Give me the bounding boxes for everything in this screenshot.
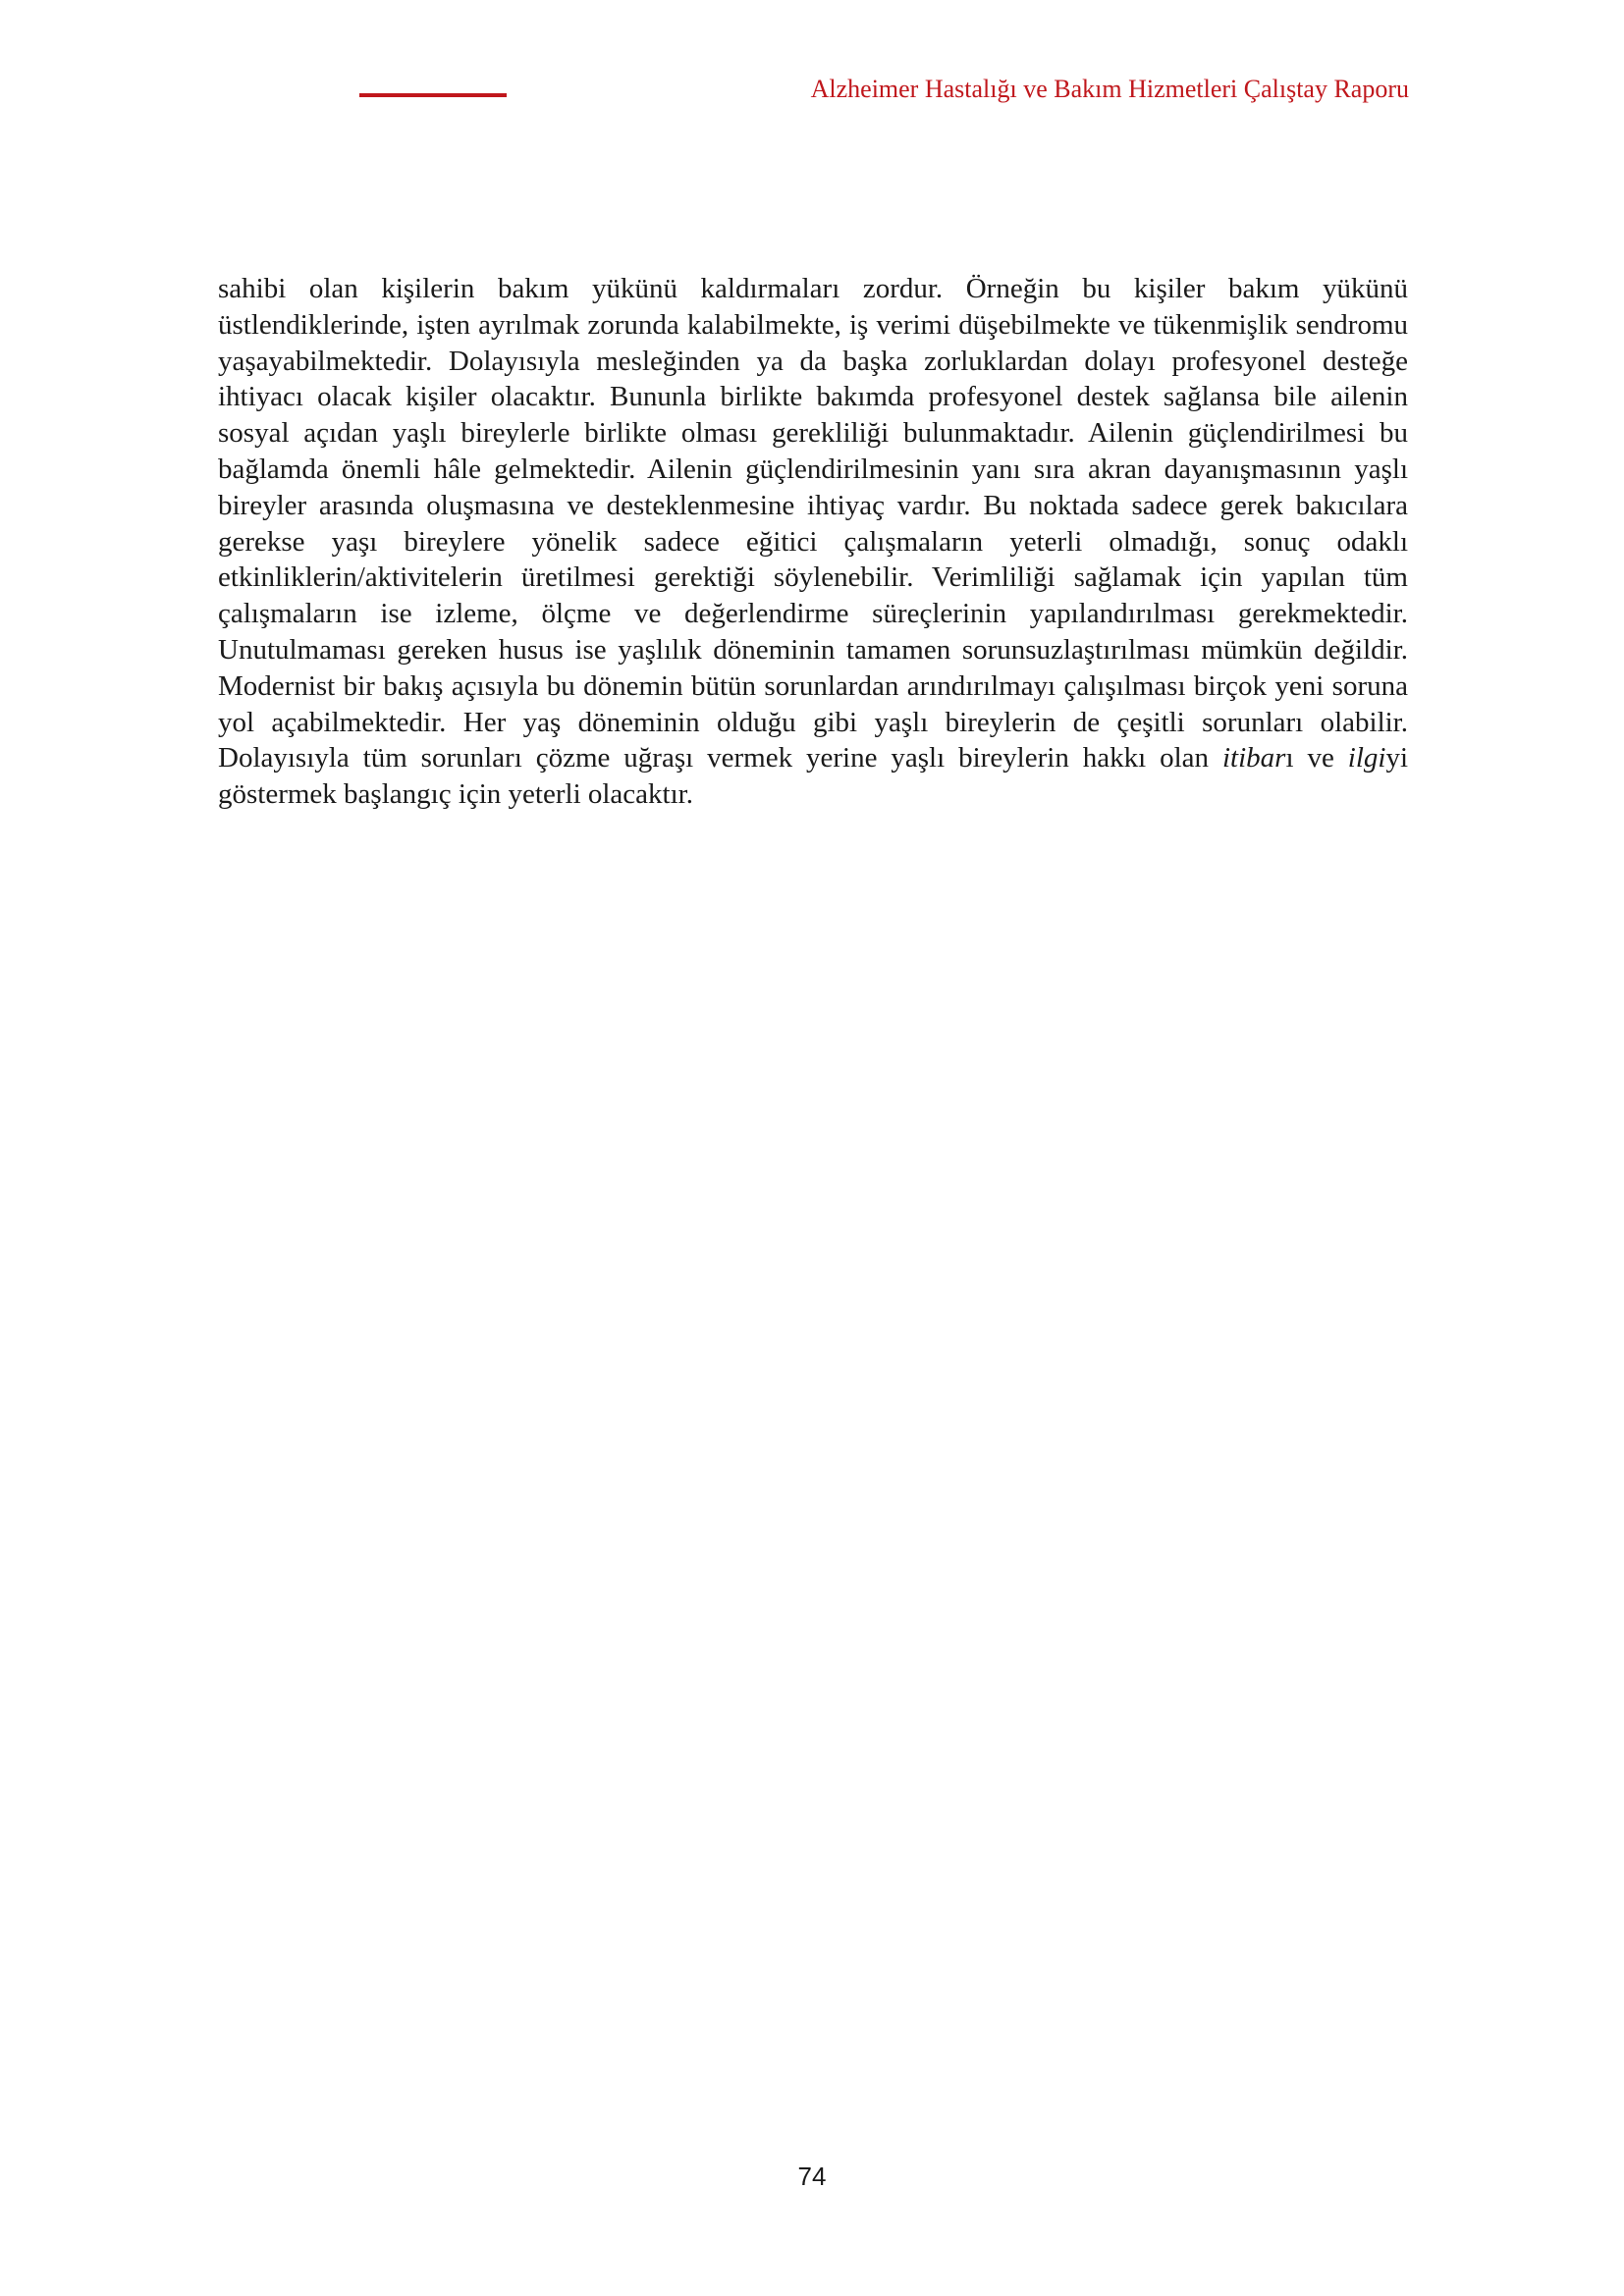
emphasis-ilgi: ilgi: [1347, 742, 1386, 774]
emphasis-itibar: itibar: [1222, 742, 1286, 774]
paragraph-mid-text: ı ve: [1285, 742, 1348, 774]
paragraph-main-text: sahibi olan kişilerin bakım yükünü kaldırmaları zordur. Örneğin bu kişiler bakım yükünü üstlendiklerinde, işten ayrılmak zorunda kalabilmekte, iş verimi düşebilmekte ve tükenmişlik sendromu yaşayabilmektedir. Dolayısıyla mesleğinden ya da başka zorluklardan dolayı profesyonel desteğe ihtiyacı olacak kişiler olacaktır. Bununla birlikte bakımda profesyonel destek sağlansa bile ailenin sosyal açıdan yaşlı bireylerle birlikte olması gerekliliği bulunmaktadır. Ailenin güçlendirilmesi bu bağlamda önemli hâle gelmektedir. Ailenin güçlendirilmesinin yanı sıra akran dayanışmasının yaşlı bireyler arasında oluşmasına ve desteklenmesine ihtiyaç vardır. Bu noktada sadece gerek bakıcılara gerekse yaşı bireylere yönelik sadece eğitici çalışmaların yeterli olmadığı, sonuç odaklı etkinliklerin/aktivitelerin üretilmesi gerektiği söylenebilir. Verimliliği sağlamak için yapılan tüm çalışmaların ise izleme, ölçme ve değerlendirme süreçlerinin yapılandırılması gerekmektedir. Unutulmaması gereken husus ise yaşlılık döneminin tamamen sorunsuzlaştırılması mümkün değildir. Modernist bir bakış açısıyla bu dönemin bütün sorunlardan arındırılmayı çalışılması birçok yeni soruna yol açabilmektedir. Her yaş döneminin olduğu gibi yaşlı bireylerin de çeşitli sorunları olabilir. Dolayısıyla tüm sorunları çözme uğraşı vermek yerine yaşlı bireylerin hakkı olan: [218, 273, 1408, 774]
header-accent-rule: [359, 93, 507, 97]
paragraph-tail-text: yi göstermek başlangıç için yeterli olacaktır.: [218, 742, 1408, 811]
running-header-title: Alzheimer Hastalığı ve Bakım Hizmetleri Çalıştay Raporu: [810, 75, 1409, 103]
page-number: 74: [797, 2162, 827, 2191]
body-paragraph: [218, 271, 1408, 813]
